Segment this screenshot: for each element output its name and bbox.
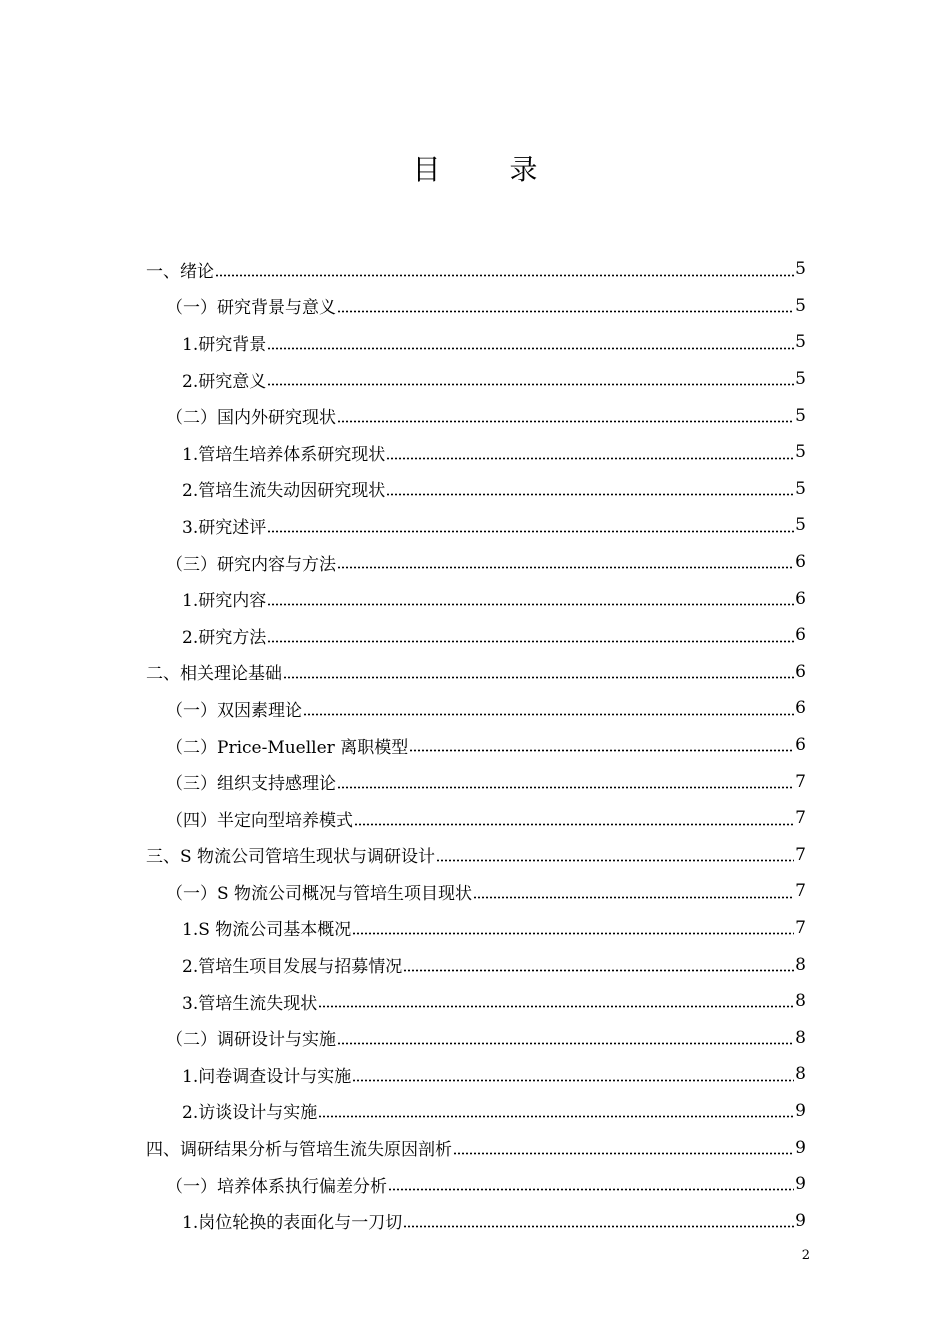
toc-entry-title: 2.研究方法 [182,627,267,648]
dot-leader [337,1042,794,1045]
toc-entry[interactable] [146,983,806,1020]
dot-leader [436,859,794,862]
toc-entry[interactable] [146,1166,806,1203]
toc-entry[interactable] [146,1202,806,1239]
toc-entry-title: 1.S 物流公司基本概况 [182,920,352,941]
table-of-contents [146,251,806,1239]
toc-entry[interactable] [146,654,806,691]
toc-entry[interactable] [146,800,806,837]
toc-entry-title: 1.研究内容 [182,591,267,612]
toc-entry-page: 7 [795,917,806,938]
toc-entry-page: 6 [795,588,806,609]
toc-entry-title: 3.研究述评 [182,517,267,538]
page-title: 目 录 [412,153,568,186]
toc-entry[interactable] [146,727,806,764]
toc-entry[interactable] [146,837,806,874]
toc-entry[interactable] [146,324,806,361]
toc-entry-title: 2.管培生流失动因研究现状 [182,481,386,502]
toc-entry-title: （二）国内外研究现状 [166,408,336,429]
toc-entry-page: 8 [795,954,806,975]
toc-entry-page: 7 [795,844,806,865]
dot-leader [386,457,794,460]
toc-entry-page: 7 [795,881,806,902]
dot-leader [352,1079,794,1082]
toc-entry-page: 5 [795,332,806,353]
toc-entry-title: （一）双因素理论 [166,700,302,721]
toc-entry-title: （三）组织支持感理论 [166,774,336,795]
toc-entry[interactable] [146,946,806,983]
toc-entry[interactable] [146,910,806,947]
toc-entry-title: 1.管培生培养体系研究现状 [182,444,386,465]
toc-entry-page: 6 [795,552,806,573]
toc-entry-page: 8 [795,1027,806,1048]
dot-leader [388,1188,794,1191]
toc-entry-page: 6 [795,661,806,682]
toc-entry[interactable] [146,1093,806,1130]
page-number: 2 [801,1248,810,1263]
dot-leader [386,493,794,496]
toc-entry[interactable] [146,251,806,288]
toc-entry[interactable] [146,507,806,544]
toc-entry-title: （一）S 物流公司概况与管培生项目现状 [166,883,473,904]
dot-leader [473,896,794,899]
toc-entry-title: 1.问卷调查设计与实施 [182,1066,352,1087]
toc-entry-title: 2.访谈设计与实施 [182,1103,318,1124]
dot-leader [267,530,794,533]
toc-entry-page: 5 [795,259,806,280]
toc-entry-page: 6 [795,735,806,756]
dot-leader [337,420,794,423]
toc-entry-title: 3.管培生流失现状 [182,993,318,1014]
dot-leader [318,1005,794,1008]
dot-leader [318,1115,794,1118]
toc-entry[interactable] [146,544,806,581]
toc-entry[interactable] [146,434,806,471]
toc-entry[interactable] [146,471,806,508]
toc-entry-page: 7 [795,808,806,829]
toc-entry[interactable] [146,690,806,727]
toc-entry-page: 9 [795,1137,806,1158]
dot-leader [215,274,794,277]
toc-entry-page: 7 [795,771,806,792]
toc-entry[interactable] [146,763,806,800]
toc-entry-title: （四）半定向型培养模式 [166,810,353,831]
toc-entry-title: 2.研究意义 [182,371,267,392]
toc-entry[interactable] [146,580,806,617]
toc-entry-page: 6 [795,698,806,719]
toc-entry-page: 6 [795,625,806,646]
toc-entry-page: 5 [795,515,806,536]
toc-entry[interactable] [146,617,806,654]
dot-leader [453,1152,794,1155]
toc-entry[interactable] [146,1019,806,1056]
toc-entry[interactable] [146,873,806,910]
toc-entry-title: 1.岗位轮换的表面化与一刀切 [182,1213,403,1234]
toc-entry-page: 9 [795,1174,806,1195]
toc-entry-title: 三、S 物流公司管培生现状与调研设计 [146,847,436,868]
dot-leader [403,1225,794,1228]
toc-entry[interactable] [146,397,806,434]
toc-entry-title: 2.管培生项目发展与招募情况 [182,957,403,978]
dot-leader [267,640,794,643]
toc-entry[interactable] [146,1056,806,1093]
toc-entry-title: （二）Price-Mueller 离职模型 [166,737,409,758]
toc-entry[interactable] [146,288,806,325]
toc-entry[interactable] [146,361,806,398]
toc-entry-title: 四、调研结果分析与管培生流失原因剖析 [146,1140,452,1161]
toc-entry-title: （一）研究背景与意义 [166,298,336,319]
toc-entry-title: （三）研究内容与方法 [166,554,336,575]
toc-entry-page: 8 [795,1064,806,1085]
toc-entry-page: 9 [795,1210,806,1231]
dot-leader [267,347,794,350]
dot-leader [337,310,794,313]
toc-entry-page: 8 [795,991,806,1012]
toc-entry-title: （一）培养体系执行偏差分析 [166,1176,387,1197]
dot-leader [354,823,794,826]
dot-leader [303,713,794,716]
toc-entry-title: 二、相关理论基础 [146,664,282,685]
dot-leader [409,749,794,752]
toc-entry[interactable] [146,1129,806,1166]
toc-entry-title: 一、绪论 [146,261,214,282]
dot-leader [352,932,794,935]
toc-entry-page: 5 [795,369,806,390]
dot-leader [267,383,794,386]
toc-entry-page: 5 [795,442,806,463]
dot-leader [337,786,794,789]
dot-leader [267,603,794,606]
toc-entry-page: 5 [795,405,806,426]
toc-entry-page: 9 [795,1100,806,1121]
dot-leader [337,566,794,569]
toc-entry-title: （二）调研设计与实施 [166,1030,336,1051]
dot-leader [283,676,794,679]
toc-entry-page: 5 [795,295,806,316]
dot-leader [403,969,794,972]
toc-entry-title: 1.研究背景 [182,334,267,355]
toc-entry-page: 5 [795,478,806,499]
